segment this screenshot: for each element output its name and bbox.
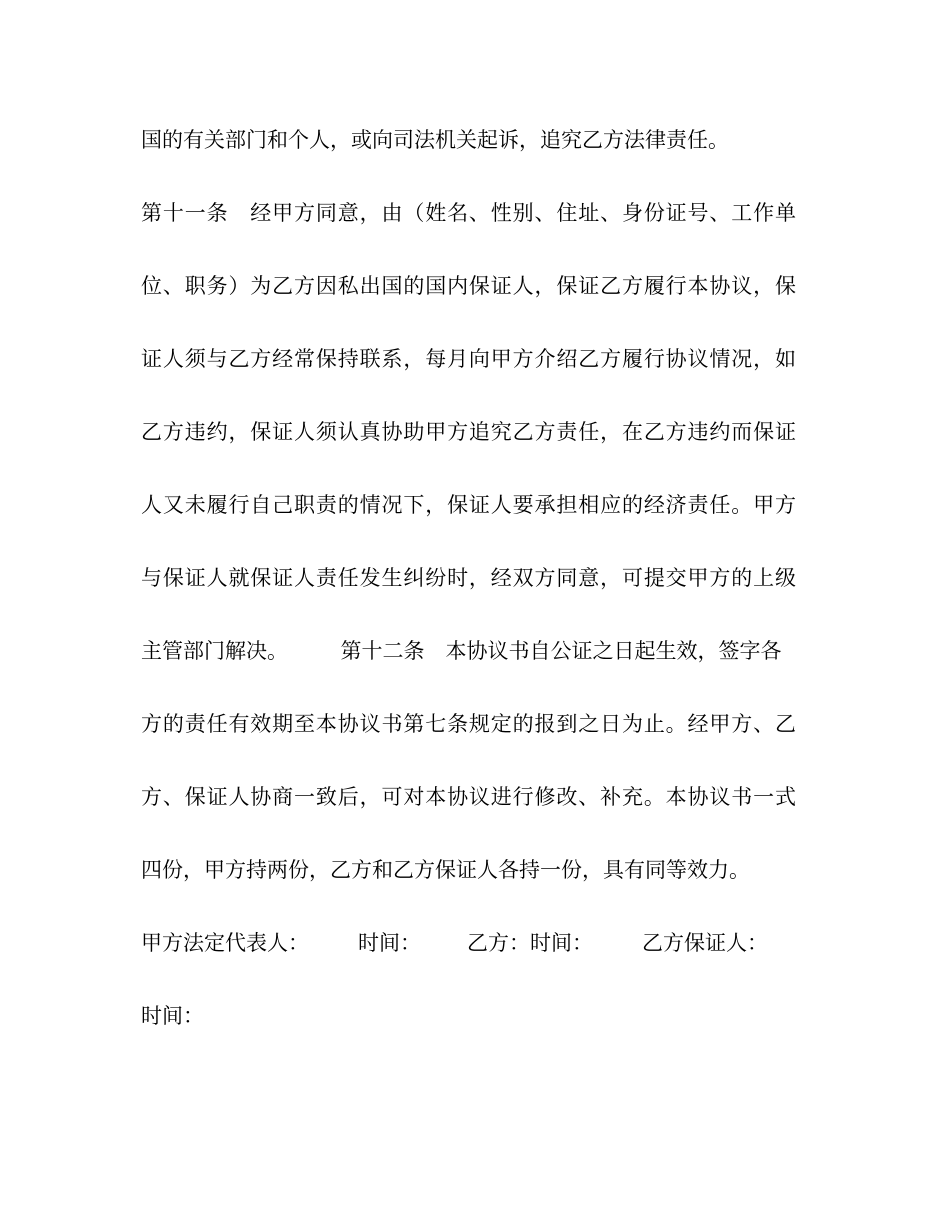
text-line: 人又未履行自己职责的情况下，保证人要承担相应的经济责任。甲方 [141, 493, 796, 517]
text-line: 第十一条 经甲方同意，由（姓名、性别、住址、身份证号、工作单 [141, 201, 796, 225]
text-line: 主管部门解决。 第十二条 本协议书自公证之日起生效，签字各 [141, 639, 782, 663]
guarantor-time-label: 时间： [141, 1004, 204, 1028]
text-line: 与保证人就保证人责任发生纠纷时，经双方同意，可提交甲方的上级 [141, 566, 796, 590]
text-line: 方的责任有效期至本协议书第七条规定的报到之日为止。经甲方、乙 [141, 712, 796, 736]
agreement-text [141, 124, 796, 1073]
text-line: 方、保证人协商一致后，可对本协议进行修改、补充。本协议书一式 [141, 785, 796, 809]
party-a-representative-label: 甲方法定代表人： [141, 931, 309, 955]
party-b-time-label: 乙方：时间： [467, 931, 593, 955]
text-line: 乙方违约，保证人须认真协助甲方追究乙方责任，在乙方违约而保证 [141, 420, 796, 444]
time-label: 时间： [358, 931, 421, 955]
signature-row [141, 1000, 796, 1073]
signature-row [141, 927, 796, 1000]
text-line: 位、职务）为乙方因私出国的国内保证人，保证乙方履行本协议，保 [141, 274, 796, 298]
text-line: 证人须与乙方经常保持联系，每月向甲方介绍乙方履行协议情况，如 [141, 347, 796, 371]
guarantor-label: 乙方保证人： [642, 931, 768, 955]
text-line: 四份，甲方持两份，乙方和乙方保证人各持一份，具有同等效力。 [141, 858, 750, 882]
text-line: 国的有关部门和个人，或向司法机关起诉，追究乙方法律责任。 [141, 128, 729, 152]
